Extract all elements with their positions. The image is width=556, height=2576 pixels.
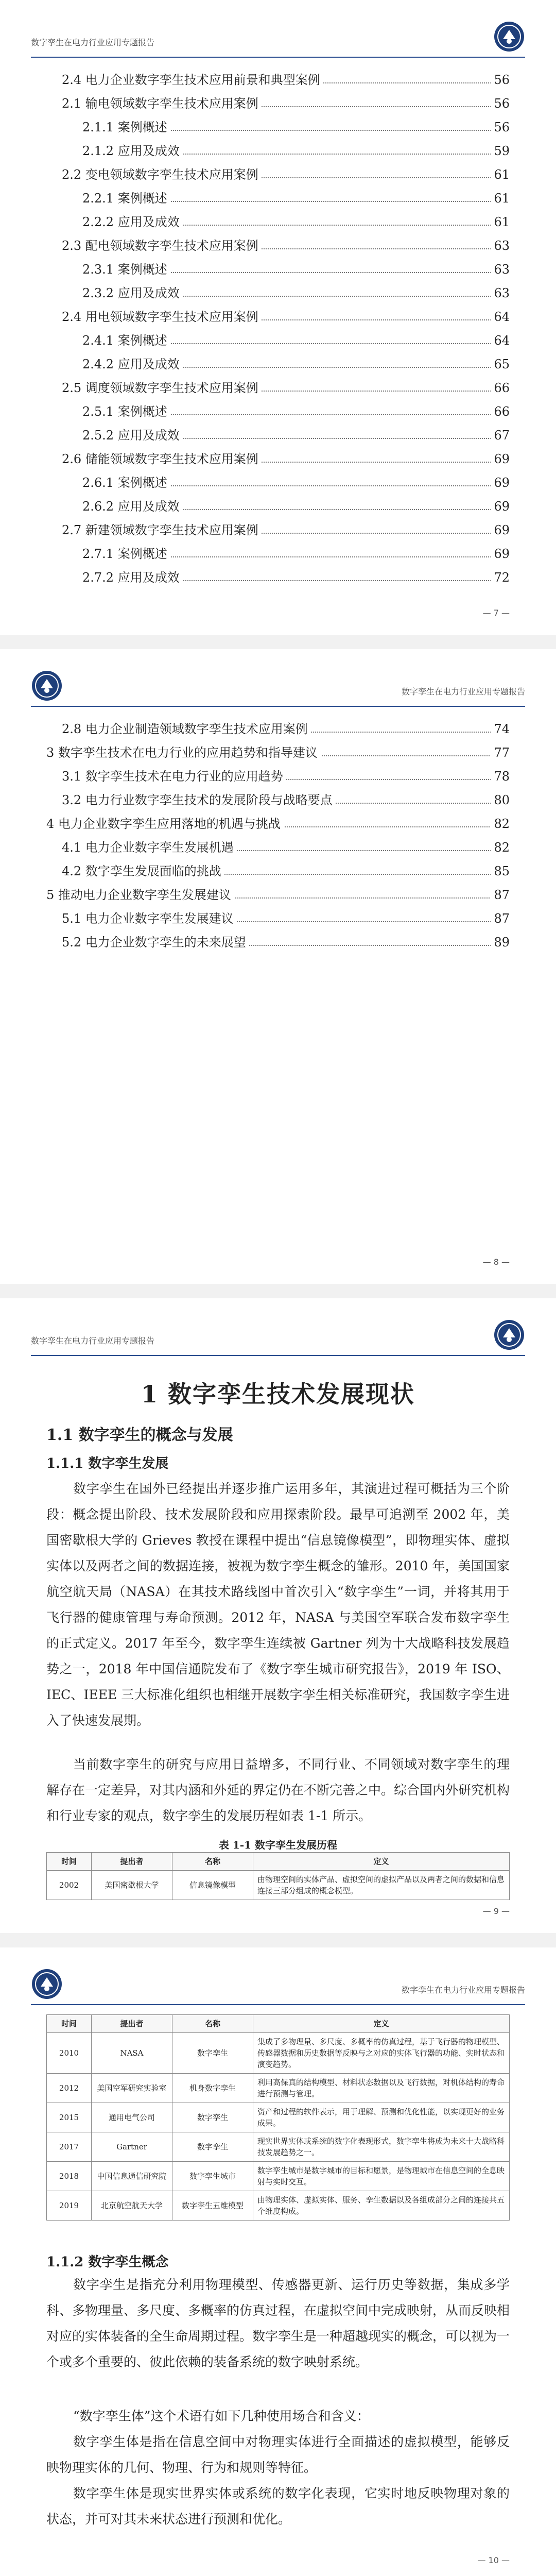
table-cell: 2012: [47, 2074, 92, 2103]
toc-entry-title: 2.5.1 案例概述: [82, 404, 170, 419]
toc-entry[interactable]: [82, 191, 510, 206]
section-heading: 1.1 数字孪生的概念与发展: [46, 1426, 233, 1444]
toc-entry-page: 61: [491, 167, 510, 182]
page-header: [31, 21, 525, 58]
toc-entry-title: 2.7 新建领域数字孪生技术应用案例: [62, 522, 262, 538]
toc-entry[interactable]: [82, 499, 510, 514]
toc-entry-title: 2.1.1 案例概述: [82, 120, 170, 135]
toc-entry-page: 63: [491, 285, 510, 301]
body-paragraph: 数字孪生是指充分利用物理模型、传感器更新、运行历史等数据，集成多学科、多物理量、多尺度、多概率的仿真过程，在虚拟空间中完成映射，从而反映相对应的实体装备的全生命周期过程。数字孪生是一种超越现实的概念，可以视为一个或多个重要的、彼此依赖的装备系统的数字映射系统。: [46, 2277, 510, 2369]
toc-entry-title: 2.4.2 应用及成效: [82, 357, 183, 372]
toc-entry-title: 2.4 用电领域数字孪生技术应用案例: [62, 309, 262, 325]
table-cell: 现实世界实体或系统的数字化表现形式，数字孪生将成为未来十大战略科技发展趋势之一。: [253, 2132, 510, 2162]
header-title: 数字孪生在电力行业应用专题报告: [401, 1985, 525, 1995]
toc-list-2: [0, 721, 556, 1030]
toc-entry-page: 85: [491, 863, 510, 879]
header-title: 数字孪生在电力行业应用专题报告: [31, 38, 155, 47]
subsection-heading: 1.1.1 数字孪生发展: [46, 1456, 169, 1471]
toc-entry-title: 2.4.1 案例概述: [82, 333, 170, 348]
toc-entry-page: 67: [491, 428, 510, 443]
toc-entry[interactable]: [82, 333, 510, 348]
toc-entry-page: 87: [491, 911, 510, 926]
table-header: 提出者: [92, 1853, 172, 1871]
page-number: — 7 —: [482, 608, 510, 618]
table-cell: 北京航空航天大学: [92, 2191, 172, 2221]
toc-entry[interactable]: [62, 451, 510, 467]
table-cell: 数字孪生: [172, 2033, 253, 2074]
toc-entry[interactable]: [62, 522, 510, 538]
table-header: 定义: [253, 1853, 510, 1871]
table-row: [47, 2162, 510, 2191]
page-1: [0, 0, 556, 635]
toc-entry-page: 69: [491, 451, 510, 467]
toc-entry[interactable]: [62, 911, 510, 926]
history-table-continued: [46, 2014, 510, 2221]
table-cell: 数字孪生城市: [172, 2162, 253, 2191]
table-cell: 2002: [47, 1871, 92, 1900]
body-paragraph: 当前数字孪生的研究与应用日益增多，不同行业、不同领域对数字孪生的理解存在一定差异，对其内涵和外延的界定仍在不断完善之中。综合国内外研究机构和行业专家的观点，数字孪生的发展历程如表 1-1 所示。: [46, 1757, 510, 1823]
toc-entry-title: 2.3.2 应用及成效: [82, 285, 183, 301]
table-row: [47, 2033, 510, 2074]
body-paragraph: 数字孪生体是现实世界实体或系统的数字化表现，它实时地反映物理对象的状态，并可对其未来状态进行预测和优化。: [46, 2486, 510, 2527]
toc-entry-title: 4.2 数字孪生发展面临的挑战: [62, 863, 224, 879]
table-cell: 2015: [47, 2103, 92, 2132]
toc-entry-title: 2.5 调度领域数字孪生技术应用案例: [62, 380, 262, 396]
table-cell: Gartner: [92, 2132, 172, 2162]
toc-entry[interactable]: [82, 428, 510, 443]
toc-entry-title: 3 数字孪生技术在电力行业的应用趋势和指导建议: [46, 745, 321, 760]
toc-entry-title: 2.8 电力企业制造领域数字孪生技术应用案例: [62, 721, 311, 737]
toc-entry-title: 2.4 电力企业数字孪生技术应用前景和典型案例: [62, 72, 323, 88]
toc-entry-page: 63: [491, 262, 510, 277]
toc-entry-page: 66: [491, 404, 510, 419]
table-header: 时间: [47, 1853, 92, 1871]
chapter-title: 1 数字孪生技术发展现状: [141, 1380, 415, 1408]
page-header: [31, 1968, 525, 2005]
toc-entry-title: 4 电力企业数字孪生应用落地的机遇与挑战: [46, 816, 284, 832]
header-title: 数字孪生在电力行业应用专题报告: [31, 1336, 155, 1346]
toc-entry-title: 5 推动电力企业数字孪生发展建议: [46, 887, 234, 903]
toc-entry-page: 82: [491, 816, 510, 832]
page-3: [0, 1298, 556, 1933]
toc-entry[interactable]: [62, 769, 510, 784]
table-cell: 由物理实体、虚拟实体、服务、孪生数据以及各组成部分之间的连接共五个维度构成。: [253, 2191, 510, 2221]
page-number: — 9 —: [482, 1906, 510, 1916]
table-cell: 2017: [47, 2132, 92, 2162]
table-header: 提出者: [92, 2015, 172, 2033]
table-row: [47, 2132, 510, 2162]
toc-entry-page: 74: [491, 721, 510, 737]
table-cell: 利用高保真的结构模型、材料状态数据以及飞行数据，对机体结构的寿命进行预测与管理。: [253, 2074, 510, 2103]
body-paragraph: 数字孪生在国外已经提出并逐步推广运用多年，其演进过程可概括为三个阶段：概念提出阶段、技术发展阶段和应用探索阶段。最早可追溯至 2002 年，美国密歇根大学的 Grieves 教授在课程中提出“信息镜像模型”，即物理实体、虚拟实体以及两者之间的数据连接，被视为数字孪生概念的雏形。2010 年，美国国家航空航天局（NASA）在其技术路线图中首次引入“数字孪生”一词，并将其用于飞行器的健康管理与寿命预测。2012 年，NASA 与美国空军联合发布数字孪生的正式定义。2017 年至今，数字孪生连续被 Gartner 列为十大战略科技发展趋势之一，2018 年中国信通院发布了《数字孪生城市研究报告》，2019 年 ISO、IEC、IEEE 三大标准化组织也相继开展数字孪生相关标准研究，我国数字孪生进入了快速发展期。: [46, 1481, 510, 1728]
toc-entry-title: 3.1 数字孪生技术在电力行业的应用趋势: [62, 769, 286, 784]
toc-entry[interactable]: [82, 404, 510, 419]
table-cell: 信息镜像模型: [172, 1871, 253, 1900]
toc-entry[interactable]: [62, 840, 510, 855]
toc-entry-title: 2.1 输电领域数字孪生技术应用案例: [62, 96, 262, 111]
table-cell: 2018: [47, 2162, 92, 2191]
logo-icon: [493, 21, 525, 53]
table-cell: 由物理空间的实体产品、虚拟空间的虚拟产品以及两者之间的数据和信息连接三部分组成的概念模型。: [253, 1871, 510, 1900]
toc-entry[interactable]: [46, 887, 510, 903]
toc-entry[interactable]: [82, 285, 510, 301]
table-header-row: [47, 1853, 510, 1871]
page-header: [31, 670, 525, 707]
page-header: [31, 1319, 525, 1356]
toc-entry[interactable]: [82, 546, 510, 562]
toc-entry-page: 87: [491, 887, 510, 903]
toc-entry[interactable]: [62, 721, 510, 737]
toc-entry-title: 2.7.1 案例概述: [82, 546, 170, 562]
toc-entry-title: 2.5.2 应用及成效: [82, 428, 183, 443]
subsection-heading: 1.1.2 数字孪生概念: [46, 2255, 169, 2270]
table-cell: 数字孪生五维模型: [172, 2191, 253, 2221]
toc-entry-page: 69: [491, 499, 510, 514]
toc-entry-title: 2.6.1 案例概述: [82, 475, 170, 490]
toc-entry-title: 2.2 变电领域数字孪生技术应用案例: [62, 167, 262, 182]
table-cell: 美国空军研究实验室: [92, 2074, 172, 2103]
toc-entry-title: 2.6.2 应用及成效: [82, 499, 183, 514]
toc-entry-page: 82: [491, 840, 510, 855]
toc-entry[interactable]: [82, 475, 510, 490]
body-paragraph: “数字孪生体”这个术语有如下几种使用场合和含义：: [73, 2409, 370, 2424]
toc-entry-page: 56: [491, 96, 510, 111]
history-table: [46, 1852, 510, 1900]
toc-entry[interactable]: [62, 792, 510, 808]
toc-entry-page: 65: [491, 357, 510, 372]
header-title: 数字孪生在电力行业应用专题报告: [401, 687, 525, 697]
toc-entry-title: 2.2.2 应用及成效: [82, 214, 183, 230]
table-cell: 数字孪生: [172, 2103, 253, 2132]
toc-entry[interactable]: [62, 380, 510, 396]
toc-entry[interactable]: [82, 570, 510, 585]
toc-entry-page: 61: [491, 191, 510, 206]
toc-entry[interactable]: [82, 120, 510, 135]
toc-entry-title: 2.3.1 案例概述: [82, 262, 170, 277]
page-number: — 8 —: [482, 1257, 510, 1267]
table-caption: 表 1-1 数字孪生发展历程: [218, 1839, 338, 1851]
toc-entry[interactable]: [62, 238, 510, 253]
table-row: [47, 1871, 510, 1900]
table-header: 名称: [172, 1853, 253, 1871]
toc-entry[interactable]: [62, 863, 510, 879]
toc-entry[interactable]: [62, 935, 510, 950]
toc-entry[interactable]: [82, 262, 510, 277]
toc-entry[interactable]: [62, 309, 510, 325]
toc-entry-page: 80: [491, 792, 510, 808]
table-cell: 数字孪生城市是数字城市的目标和愿景，是物理城市在信息空间的全息映射与实时交互。: [253, 2162, 510, 2191]
logo-icon: [31, 670, 63, 702]
logo-icon: [493, 1319, 525, 1351]
toc-entry-title: 5.2 电力企业数字孪生的未来展望: [62, 935, 249, 950]
toc-entry-page: 63: [491, 238, 510, 253]
toc-entry-page: 69: [491, 546, 510, 562]
page-gap: [0, 1284, 556, 1298]
table-row: [47, 2191, 510, 2221]
toc-entry-page: 56: [491, 72, 510, 88]
table-cell: 2019: [47, 2191, 92, 2221]
table-cell: 中国信息通信研究院: [92, 2162, 172, 2191]
toc-entry-title: 2.7.2 应用及成效: [82, 570, 183, 585]
toc-entry[interactable]: [62, 72, 510, 88]
table-cell: 数字孪生: [172, 2132, 253, 2162]
table-header: 时间: [47, 2015, 92, 2033]
toc-entry-page: 69: [491, 475, 510, 490]
toc-entry-page: 61: [491, 214, 510, 230]
toc-entry[interactable]: [82, 143, 510, 159]
table-cell: 通用电气公司: [92, 2103, 172, 2132]
toc-entry-page: 64: [491, 309, 510, 325]
toc-entry-page: 64: [491, 333, 510, 348]
toc-entry-page: 78: [491, 769, 510, 784]
toc-entry-title: 5.1 电力企业数字孪生发展建议: [62, 911, 237, 926]
table-header: 定义: [253, 2015, 510, 2033]
page-2: [0, 649, 556, 1284]
toc-entry-title: 2.6 储能领域数字孪生技术应用案例: [62, 451, 262, 467]
body-paragraph: 数字孪生体是指在信息空间中对物理实体进行全面描述的虚拟模型，能够反映物理实体的几何、物理、行为和规则等特征。: [46, 2434, 510, 2475]
toc-entry[interactable]: [82, 214, 510, 230]
table-cell: NASA: [92, 2033, 172, 2074]
page-gap: [0, 635, 556, 649]
table-cell: 美国密歇根大学: [92, 1871, 172, 1900]
toc-entry[interactable]: [46, 745, 510, 760]
toc-entry[interactable]: [46, 816, 510, 832]
table-row: [47, 2103, 510, 2132]
table-cell: 集成了多物理量、多尺度、多概率的仿真过程，基于飞行器的物理模型、传感器数据和历史数据等反映与之对应的实体飞行器的功能、实时状态和演变趋势。: [253, 2033, 510, 2074]
table-cell: 2010: [47, 2033, 92, 2074]
toc-list-1: [0, 72, 556, 598]
toc-entry-title: 2.3 配电领域数字孪生技术应用案例: [62, 238, 262, 253]
toc-entry[interactable]: [62, 167, 510, 182]
toc-entry-title: 4.1 电力企业数字孪生发展机遇: [62, 840, 237, 855]
table-cell: 资产和过程的软件表示，用于理解、预测和优化性能，以实现更好的业务成果。: [253, 2103, 510, 2132]
toc-entry-page: 89: [491, 935, 510, 950]
page-gap: [0, 1933, 556, 1947]
toc-entry-page: 72: [491, 570, 510, 585]
table-header-row: [47, 2015, 510, 2033]
table-row: [47, 2074, 510, 2103]
toc-entry-title: 2.2.1 案例概述: [82, 191, 170, 206]
page-4: [0, 1947, 556, 2576]
table-cell: 机身数字孪生: [172, 2074, 253, 2103]
logo-icon: [31, 1968, 63, 2000]
table-header: 名称: [172, 2015, 253, 2033]
toc-entry-page: 56: [491, 120, 510, 135]
toc-entry[interactable]: [62, 96, 510, 111]
toc-entry-title: 3.2 电力行业数字孪生技术的发展阶段与战略要点: [62, 792, 336, 808]
toc-entry[interactable]: [82, 357, 510, 372]
toc-entry-page: 59: [491, 143, 510, 159]
toc-entry-page: 77: [491, 745, 510, 760]
toc-entry-title: 2.1.2 应用及成效: [82, 143, 183, 159]
toc-entry-page: 69: [491, 522, 510, 538]
page-number: — 10 —: [477, 2555, 510, 2565]
toc-entry-page: 66: [491, 380, 510, 396]
